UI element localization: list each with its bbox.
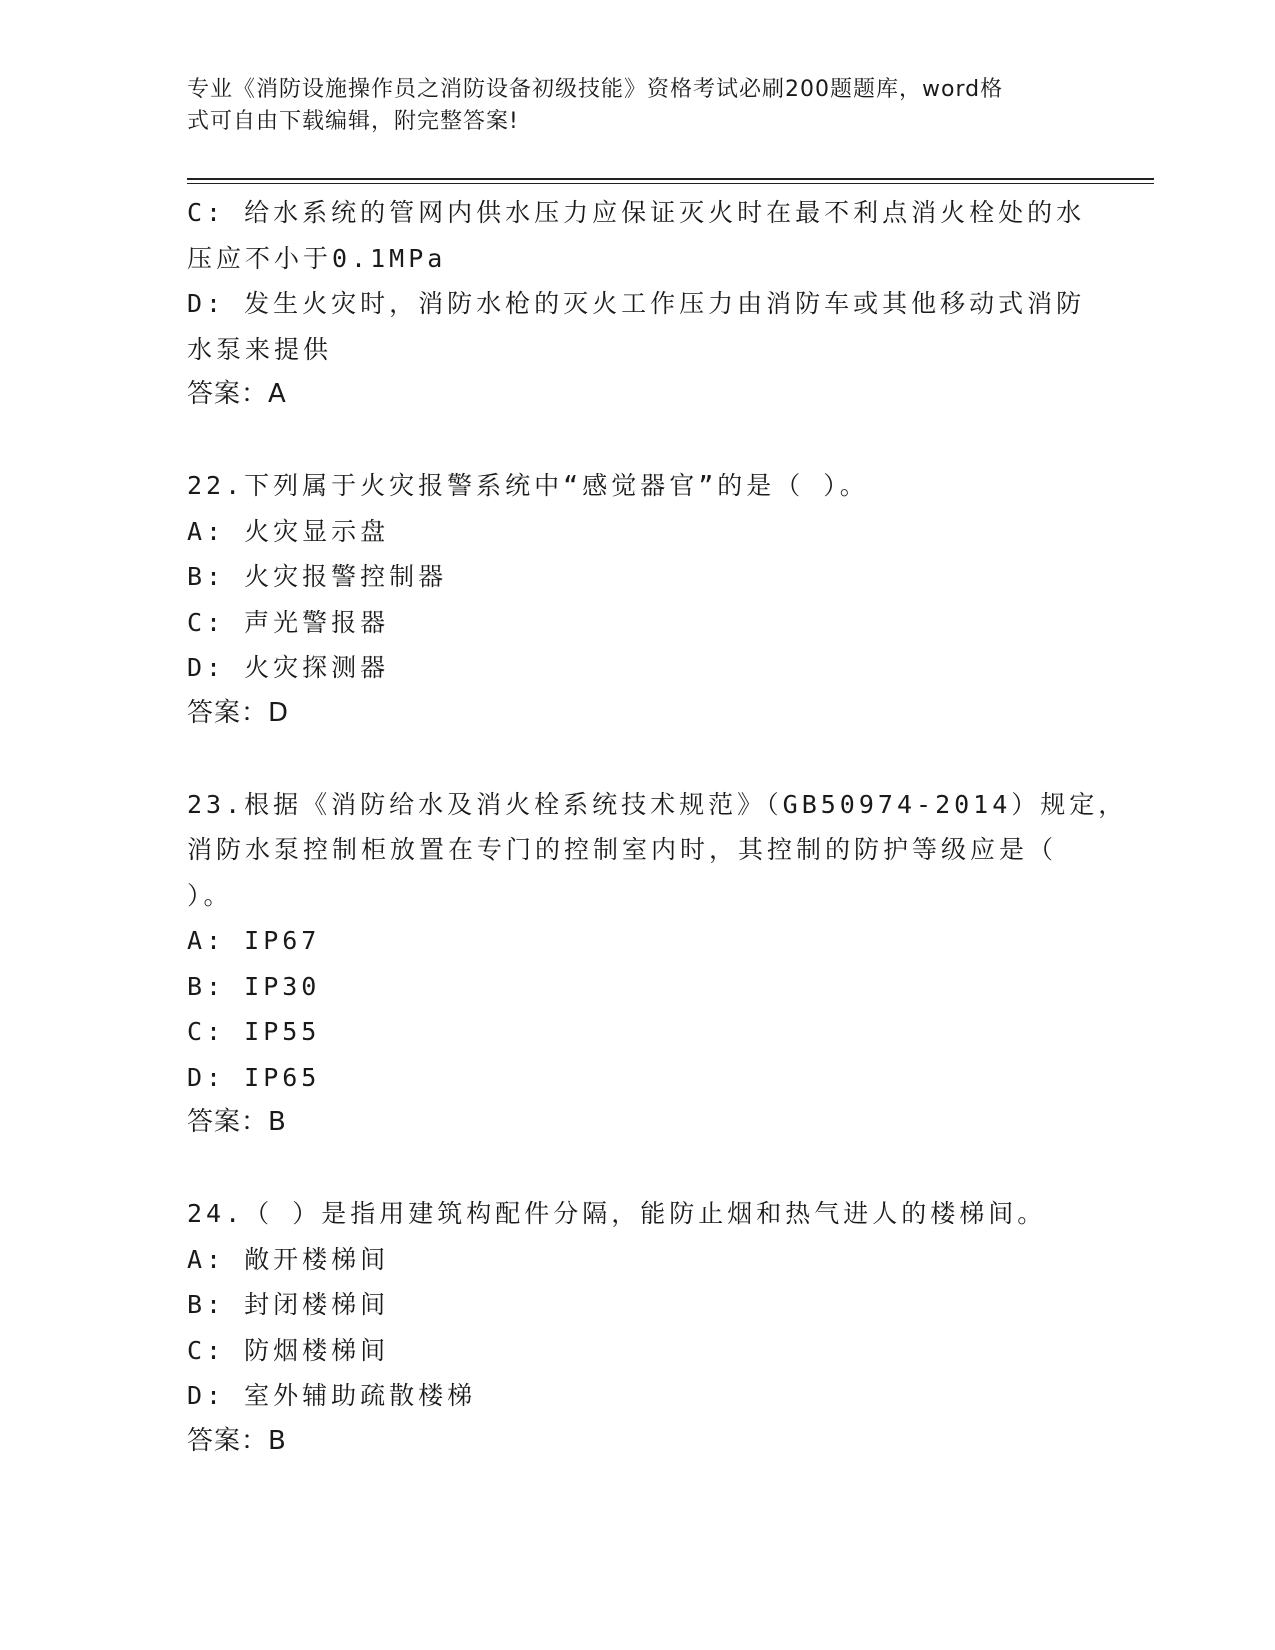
header-divider-thin xyxy=(187,183,1154,184)
spacer xyxy=(187,1146,1087,1192)
option-c: C: 防烟楼梯间 xyxy=(187,1335,390,1365)
question-23 xyxy=(187,782,1128,1146)
option-c: C: 声光警报器 xyxy=(187,607,390,637)
answer-line: 答案：B xyxy=(187,1425,287,1456)
option-a: A: IP67 xyxy=(187,926,321,955)
header-line-1: 专业《消防设施操作员之消防设备初级技能》资格考试必刷200题题库，word格 xyxy=(187,77,1004,102)
option-d-line-1: D: 发生火灾时，消防水枪的灭火工作压力由消防车或其他移动式消防 xyxy=(187,289,1086,318)
option-d: D: 火灾探测器 xyxy=(187,653,390,682)
option-c-line-2: 压应不小于0.1MPa xyxy=(187,243,447,273)
option-c: C: IP55 xyxy=(187,1017,321,1046)
answer-line: 答案：A xyxy=(187,379,287,409)
question-body xyxy=(187,190,1128,1464)
option-d-line-2: 水泵来提供 xyxy=(187,334,333,364)
option-d: D: IP65 xyxy=(187,1062,321,1092)
option-b: B: IP30 xyxy=(187,971,321,1001)
option-c-line-1: C: 给水系统的管网内供水压力应保证灭火时在最不利点消火栓处的水 xyxy=(187,198,1086,227)
question-text: 24.（ ）是指用建筑构配件分隔，能防止烟和热气进人的楼梯间。 xyxy=(187,1199,1047,1228)
option-a: A: 敞开楼梯间 xyxy=(187,1244,390,1274)
question-text-line-2: 消防水泵控制柜放置在专门的控制室内时，其控制的防护等级应是（ xyxy=(187,835,1058,864)
option-b: B: 封闭楼梯间 xyxy=(187,1290,390,1319)
question-24 xyxy=(187,1191,1087,1464)
header-divider-thick xyxy=(187,178,1154,180)
answer-line: 答案：B xyxy=(187,1107,287,1137)
spacer xyxy=(187,418,1087,464)
question-text: 22.下列属于火灾报警系统中“感觉器官”的是（ ）。 xyxy=(187,471,869,500)
option-a: A: 火灾显示盘 xyxy=(187,516,390,546)
question-22 xyxy=(187,463,1087,736)
question-text-line-1: 23.根据《消防给水及消火栓系统技术规范》（GB50974-2014）规定， xyxy=(187,789,1128,819)
document-header xyxy=(187,74,1067,138)
question-text-line-3: ）。 xyxy=(187,880,233,910)
option-d: D: 室外辅助疏散楼梯 xyxy=(187,1381,477,1410)
header-line-2: 式可自由下载编辑，附完整答案! xyxy=(187,109,519,134)
spacer xyxy=(187,736,1087,782)
previous-question-tail xyxy=(187,190,1087,418)
answer-line: 答案：D xyxy=(187,697,290,728)
option-b: B: 火灾报警控制器 xyxy=(187,562,448,591)
